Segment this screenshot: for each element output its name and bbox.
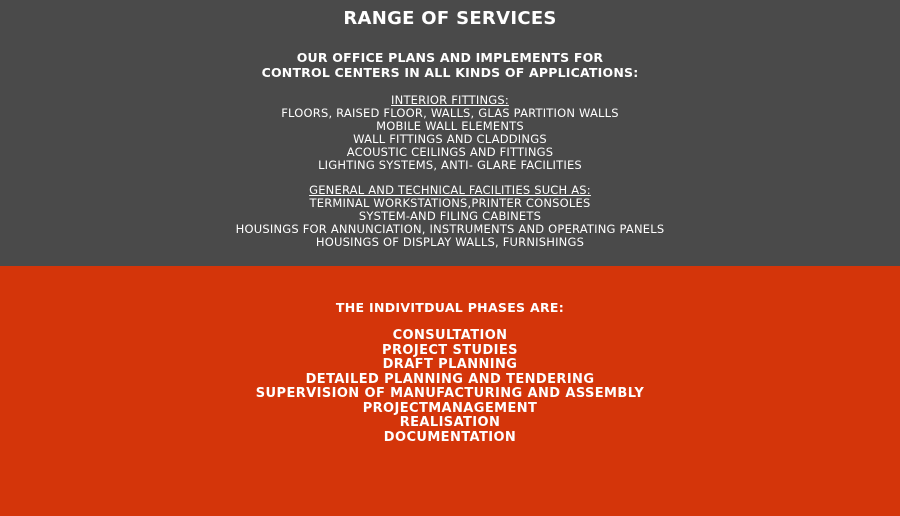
list-item: HOUSINGS FOR ANNUNCIATION, INSTRUMENTS AND OPERATING PANELS	[235, 222, 665, 236]
list-item: FLOORS, RAISED FLOOR, WALLS, GLAS PARTITION WALLS	[281, 106, 619, 120]
phase-item: DRAFT PLANNING	[382, 357, 518, 372]
intro-line: CONTROL CENTERS IN ALL KINDS OF APPLICATIONS:	[261, 65, 639, 80]
phase-item: SUPERVISION OF MANUFACTURING AND ASSEMBLY	[255, 386, 645, 401]
technical-facilities-list	[0, 184, 900, 249]
phase-item: DETAILED PLANNING AND TENDERING	[305, 371, 595, 387]
phase-item: CONSULTATION	[392, 328, 508, 343]
interior-fittings-list	[0, 94, 900, 172]
services-intro	[0, 50, 900, 80]
phase-item: PROJECTMANAGEMENT	[362, 400, 538, 416]
services-title: RANGE OF SERVICES	[343, 8, 557, 29]
list-item: LIGHTING SYSTEMS, ANTI- GLARE FACILITIES	[318, 158, 582, 172]
technical-facilities-heading: GENERAL AND TECHNICAL FACILITIES SUCH AS:	[309, 183, 591, 197]
list-item: ACOUSTIC CEILINGS AND FITTINGS	[346, 145, 554, 159]
intro-line: OUR OFFICE PLANS AND IMPLEMENTS FOR	[296, 50, 604, 65]
interior-fittings-heading: INTERIOR FITTINGS:	[391, 93, 509, 107]
phase-item: PROJECT STUDIES	[382, 342, 518, 358]
list-item: SYSTEM-AND FILING CABINETS	[358, 209, 542, 223]
phases-heading: THE INDIVITDUAL PHASES ARE:	[335, 300, 565, 315]
phases-list	[0, 329, 900, 445]
phase-item: DOCUMENTATION	[383, 429, 517, 445]
phase-item: REALISATION	[399, 415, 501, 430]
list-item: MOBILE WALL ELEMENTS	[376, 119, 524, 133]
list-item: WALL FITTINGS AND CLADDINGS	[353, 132, 547, 146]
list-item: TERMINAL WORKSTATIONS,PRINTER CONSOLES	[309, 196, 591, 210]
list-item: HOUSINGS OF DISPLAY WALLS, FURNISHINGS	[315, 235, 585, 249]
